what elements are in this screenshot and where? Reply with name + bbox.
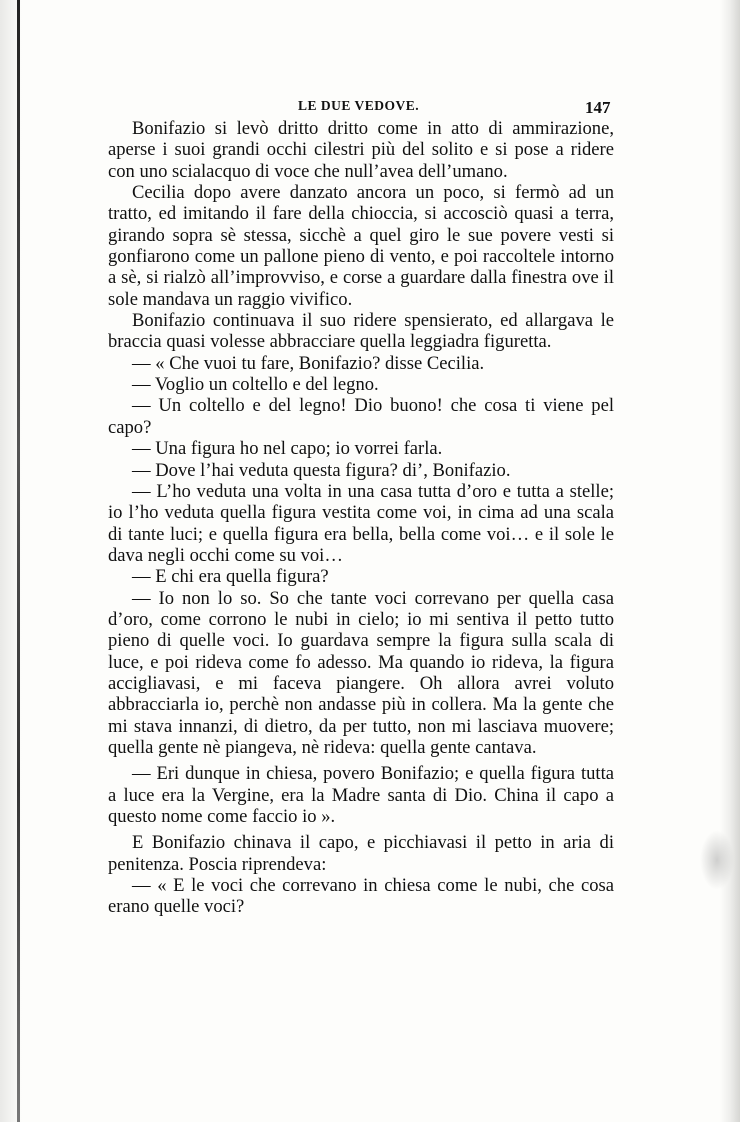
paragraph: — « E le voci che correvano in chiesa come le nubi, che cosa erano quelle voci? [108,875,614,918]
paragraph: — E chi era quella figura? [132,566,329,588]
page-left-edge [0,0,22,1122]
paragraph: E Bonifazio chinava il capo, e picchiavasi il petto in aria di penitenza. Poscia riprendeva: [108,832,614,875]
paragraph: Bonifazio si levò dritto dritto come in atto di ammirazione, aperse i suoi grandi occhi cilestri più del solito e si pose a ridere con uno scialacquo di voce che null’avea dell’umano. [108,118,614,182]
paragraph: Cecilia dopo avere danzato ancora un poco, si fermò ad un tratto, ed imitando il fare della chioccia, si accosciò quasi a terra, girando sopra sè stessa, sicchè a quel giro le sue povere vesti si gonfiarono come un pallone pieno di vento, e poi raccoltele intorno a sè, si rialzò all’improvviso, e corse a guardare dalla finestra ove il sole mandava un raggio vivifico. [108,182,614,310]
paragraph: — Io non lo so. So che tante voci correvano per quella casa d’oro, come corrono le nubi in cielo; io mi sentiva il petto tutto pieno di quelle voci. Io guardava sempre la figura sulla scala di luce, e poi rideva come fo adesso. Ma quando io rideva, la figura accigliavasi, e mi faceva piangere. Oh allora avrei voluto abbracciarla io, perchè non andasse più in collera. Ma la gente che mi stava innanzi, di dietro, da per tutto, non mi lasciava muovere; quella gente nè piangeva, nè rideva: quella gente cantava. [108,587,614,758]
running-head: LE DUE VEDOVE. [298,98,420,113]
paragraph: — Un coltello e del legno! Dio buono! che cosa ti viene pel capo? [108,395,614,438]
paragraph: — Eri dunque in chiesa, povero Bonifazio; e quella figura tutta a luce era la Vergine, era la Madre santa di Dio. China il capo a questo nome come faccio io ». [108,763,614,827]
page-right-edge [720,0,740,1122]
page-number: 147 [585,98,611,117]
paragraph: — « Che vuoi tu fare, Bonifazio? disse Cecilia. [132,352,485,374]
paragraph: — L’ho veduta una volta in una casa tutta d’oro e tutta a stelle; io l’ho veduta quella figura vestita come voi, in cima ad una scala di tante luci; e quella figura era bella, bella come voi… e il sole le dava negli occhi come su voi… [108,480,614,566]
body-text [108,118,614,918]
paragraph: — Una figura ho nel capo; io vorrei farla. [132,438,443,460]
paragraph: — Voglio un coltello e del legno. [132,374,379,396]
paper-stain [700,830,734,890]
paragraph: — Dove l’hai veduta questa figura? di’, Bonifazio. [132,459,511,481]
paragraph: Bonifazio continuava il suo ridere spensierato, ed allargava le braccia quasi volesse abbracciare quella leggiadra figuretta. [108,310,614,353]
binding-shadow [17,0,20,1122]
